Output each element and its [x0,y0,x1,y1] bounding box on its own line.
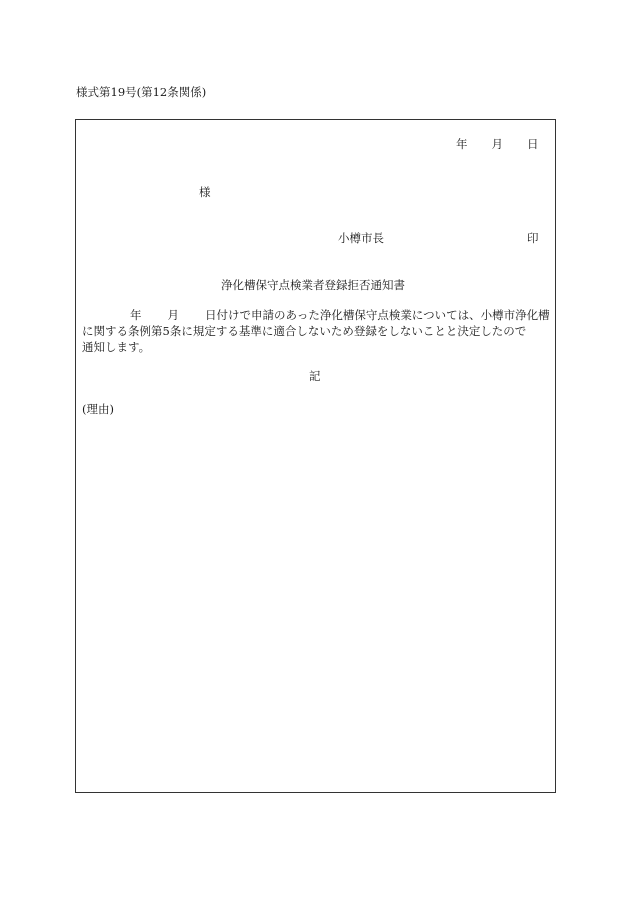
issuer-name: 小樽市長 [338,231,384,245]
body-line-3: 通知します。 [82,340,151,354]
date-year: 年 [456,137,468,151]
date-line [456,136,539,152]
ki-heading: 記 [309,369,321,383]
notice-body [82,307,550,355]
date-month: 月 [491,137,503,151]
body-month: 月 [167,308,179,322]
reason-label: (理由) [82,402,114,416]
form-number: 様式第19号(第12条関係) [76,85,207,99]
seal-mark: 印 [527,231,539,245]
form-frame [75,119,556,793]
date-day: 日 [527,137,539,151]
body-line-1-rest: 日付けで申請のあった浄化槽保守点検業については、小樽市浄化槽 [205,308,550,322]
body-line-2: に関する条例第5条に規定する基準に適合しないため登録をしないことと決定したので [82,324,527,338]
addressee-suffix: 様 [199,185,211,199]
document-title: 浄化槽保守点検業者登録拒否通知書 [221,278,405,292]
body-year: 年 [130,308,142,322]
body-line-1 [82,307,550,323]
